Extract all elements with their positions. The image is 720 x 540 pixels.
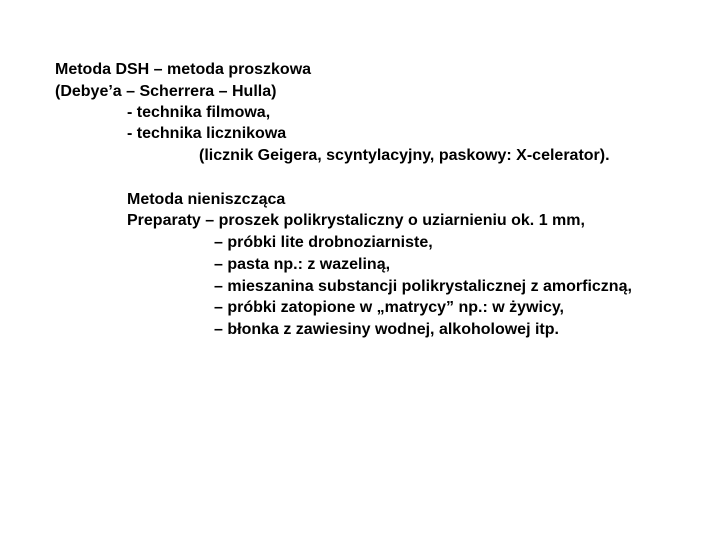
technique-film: - technika filmowa, [127,104,271,121]
counter-types: (licznik Geigera, scyntylacyjny, paskowy: X-celerator). [199,147,610,164]
preparation-item: – mieszanina substancji polikrystalicznej z amorficzną, [214,278,632,295]
heading-line-2: (Debye’a – Scherrera – Hulla) [55,83,277,100]
nondestructive-method: Metoda nieniszcząca [127,191,286,208]
preparation-item: – pasta np.: z wazeliną, [214,256,391,273]
preparations-intro: Preparaty – proszek polikrystaliczny o uziarnieniu ok. 1 mm, [127,212,585,229]
technique-counter: - technika licznikowa [127,125,287,142]
heading-line-1: Metoda DSH – metoda proszkowa [55,61,312,78]
preparation-item: – próbki lite drobnoziarniste, [214,234,433,251]
preparation-item: – próbki zatopione w „matrycy” np.: w żywicy, [214,299,564,316]
preparation-item: – błonka z zawiesiny wodnej, alkoholowej itp. [214,321,559,338]
